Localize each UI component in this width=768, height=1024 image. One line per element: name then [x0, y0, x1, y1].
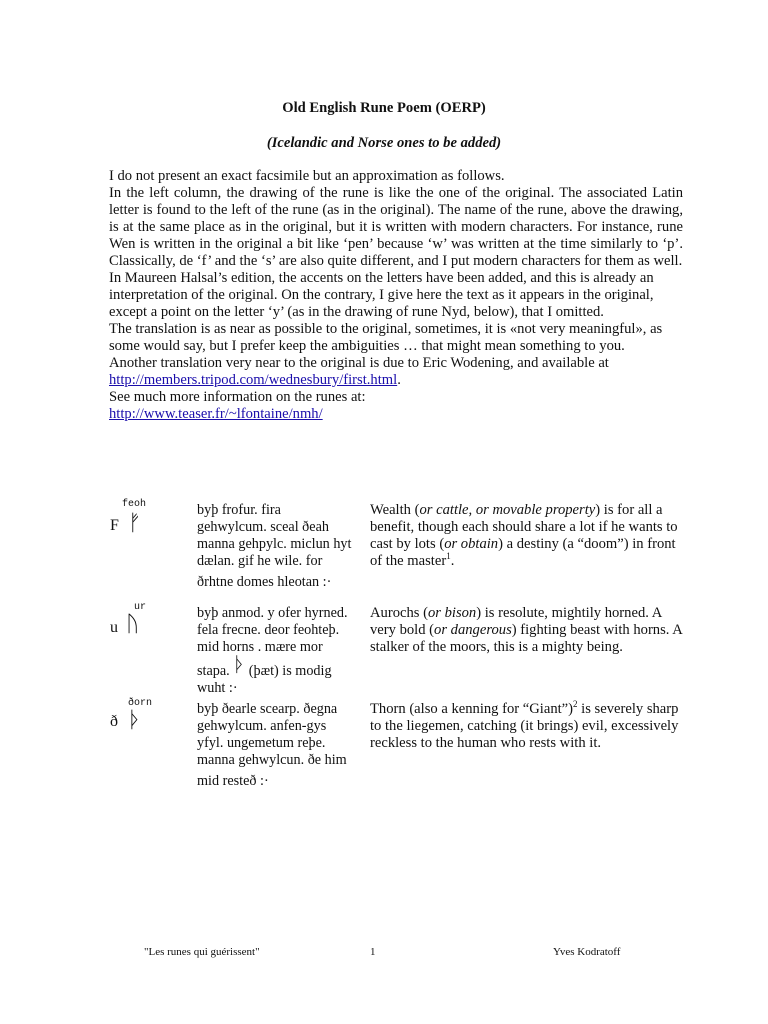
- oe-line: byþ ðearle scearp. ðegna: [197, 701, 338, 717]
- intro-paragraph-6: See much more information on the runes at:: [109, 389, 366, 405]
- rune-name-ur: ur: [134, 602, 147, 613]
- footer-author: Yves Kodratoff: [553, 946, 621, 958]
- oe-line: stapa. ᚦ (þæt) is modig: [197, 652, 332, 679]
- page-subtitle: (Icelandic and Norse ones to be added): [266, 135, 502, 151]
- wodening-text: Another translation very near to the original is due to Eric Wodening, and available at: [109, 355, 609, 371]
- inline-rune-glyph: ᚦ: [233, 652, 246, 676]
- rune-figure-feoh: [108, 500, 172, 560]
- rune-glyph-feoh: ᚠ: [128, 511, 142, 536]
- footnote-mark-2: 2: [573, 699, 578, 710]
- old-english-ur: [197, 605, 367, 697]
- translation-feoh: [370, 502, 682, 570]
- oe-line: gehwylcum. anfen-gys: [197, 718, 327, 734]
- translation-text-feoh: Wealth (or cattle, or movable property) is for all a benefit, though each should share a lot if he wants to cast by lots (or obtain) a destiny (a “doom”) in front of the master$^1$.: [370, 502, 678, 569]
- oe-line: mid horns . mære mor: [197, 639, 323, 655]
- translation-text-ur: Aurochs (or bison) is resolute, mightily horned. A very bold (or dangerous) fighting beast with horns. A stalker of the moors, this is a mighty being.: [370, 605, 683, 655]
- footnote-mark-1: 1: [446, 551, 451, 562]
- page-title: Old English Rune Poem (OERP): [282, 100, 486, 116]
- oe-line: byþ frofur. fira: [197, 502, 281, 518]
- intro-paragraph-3: In Maureen Halsal’s edition, the accents on the letters have been added, and this is already an interpretation of the original. On the contrary, I give here the text as it appears in the original, except a point on the letter ‘y’ (as in the drawing of rune Nyd, below), that I omitted.: [109, 270, 654, 320]
- rune-latin-feoh: F: [110, 517, 119, 534]
- oe-line: manna gehpylc. miclun hyt: [197, 536, 352, 552]
- rune-latin-dorn: ð: [110, 713, 118, 730]
- oe-line: gehwylcum. sceal ðeah: [197, 519, 329, 535]
- wodening-period: .: [397, 372, 401, 388]
- intro-paragraph-2: In the left column, the drawing of the rune is like the one of the original. The associated Latin letter is found to the left of the rune (as in the original). The name of the rune, above the drawing, is at the same place as in the original, but it is written with modern characters. For instance, rune Wen is written in the original a bit like ‘pen’ because ‘w’ was written at the time similarly to ‘p’. Classically, de ‘f’ and the ‘s’ are also quite different, and I put modern characters for them as well.: [109, 185, 683, 269]
- rune-glyph-ur: ᚢ: [126, 612, 140, 637]
- rune-glyph-dorn: ᚦ: [128, 708, 142, 733]
- footer-book-title: "Les runes qui guérissent": [144, 946, 260, 958]
- intro-paragraph-4: The translation is as near as possible to the original, sometimes, it is «not very meaningful», as some would say, but I prefer keep the ambiguities … that might mean something to you.: [109, 321, 663, 354]
- intro-paragraph-7: [109, 406, 683, 423]
- rune-latin-ur: u: [110, 619, 118, 636]
- oe-line: byþ anmod. y ofer hyrned.: [197, 605, 348, 621]
- translation-dorn: [370, 701, 682, 752]
- intro-section: [109, 168, 683, 423]
- oe-line: dælan. gif he wile. for: [197, 553, 323, 569]
- teaser-link[interactable]: http://www.teaser.fr/~lfontaine/nmh/: [109, 406, 323, 422]
- translation-ur: [370, 605, 682, 656]
- oe-line: manna gehwylcun. ðe him: [197, 752, 347, 768]
- old-english-dorn: [197, 701, 367, 790]
- oe-line: ðrhtne domes hleotan :·: [197, 574, 332, 590]
- rune-name-feoh: feoh: [122, 499, 147, 510]
- oe-line: yfyl. ungemetum reþe.: [197, 735, 326, 751]
- intro-paragraph-5: [109, 355, 683, 389]
- translation-text-dorn: Thorn (also a kenning for “Giant”)$^2$ is severely sharp to the liegemen, catching (it brings) evil, excessively reckless to the human who rests with it.: [370, 699, 679, 751]
- footer-page-number: 1: [370, 946, 376, 958]
- intro-paragraph-1: I do not present an exact facsimile but an approximation as follows.: [109, 168, 505, 184]
- oe-line: wuht :·: [197, 680, 238, 696]
- rune-figure-dorn: [108, 699, 172, 759]
- old-english-feoh: [197, 502, 367, 591]
- wodening-link[interactable]: http://members.tripod.com/wednesbury/first.html: [109, 372, 398, 388]
- rune-name-dorn: ðorn: [128, 698, 153, 709]
- oe-line: mid resteð :·: [197, 773, 269, 789]
- rune-figure-ur: [108, 603, 172, 663]
- oe-line: fela frecne. deor feohteþ.: [197, 622, 340, 638]
